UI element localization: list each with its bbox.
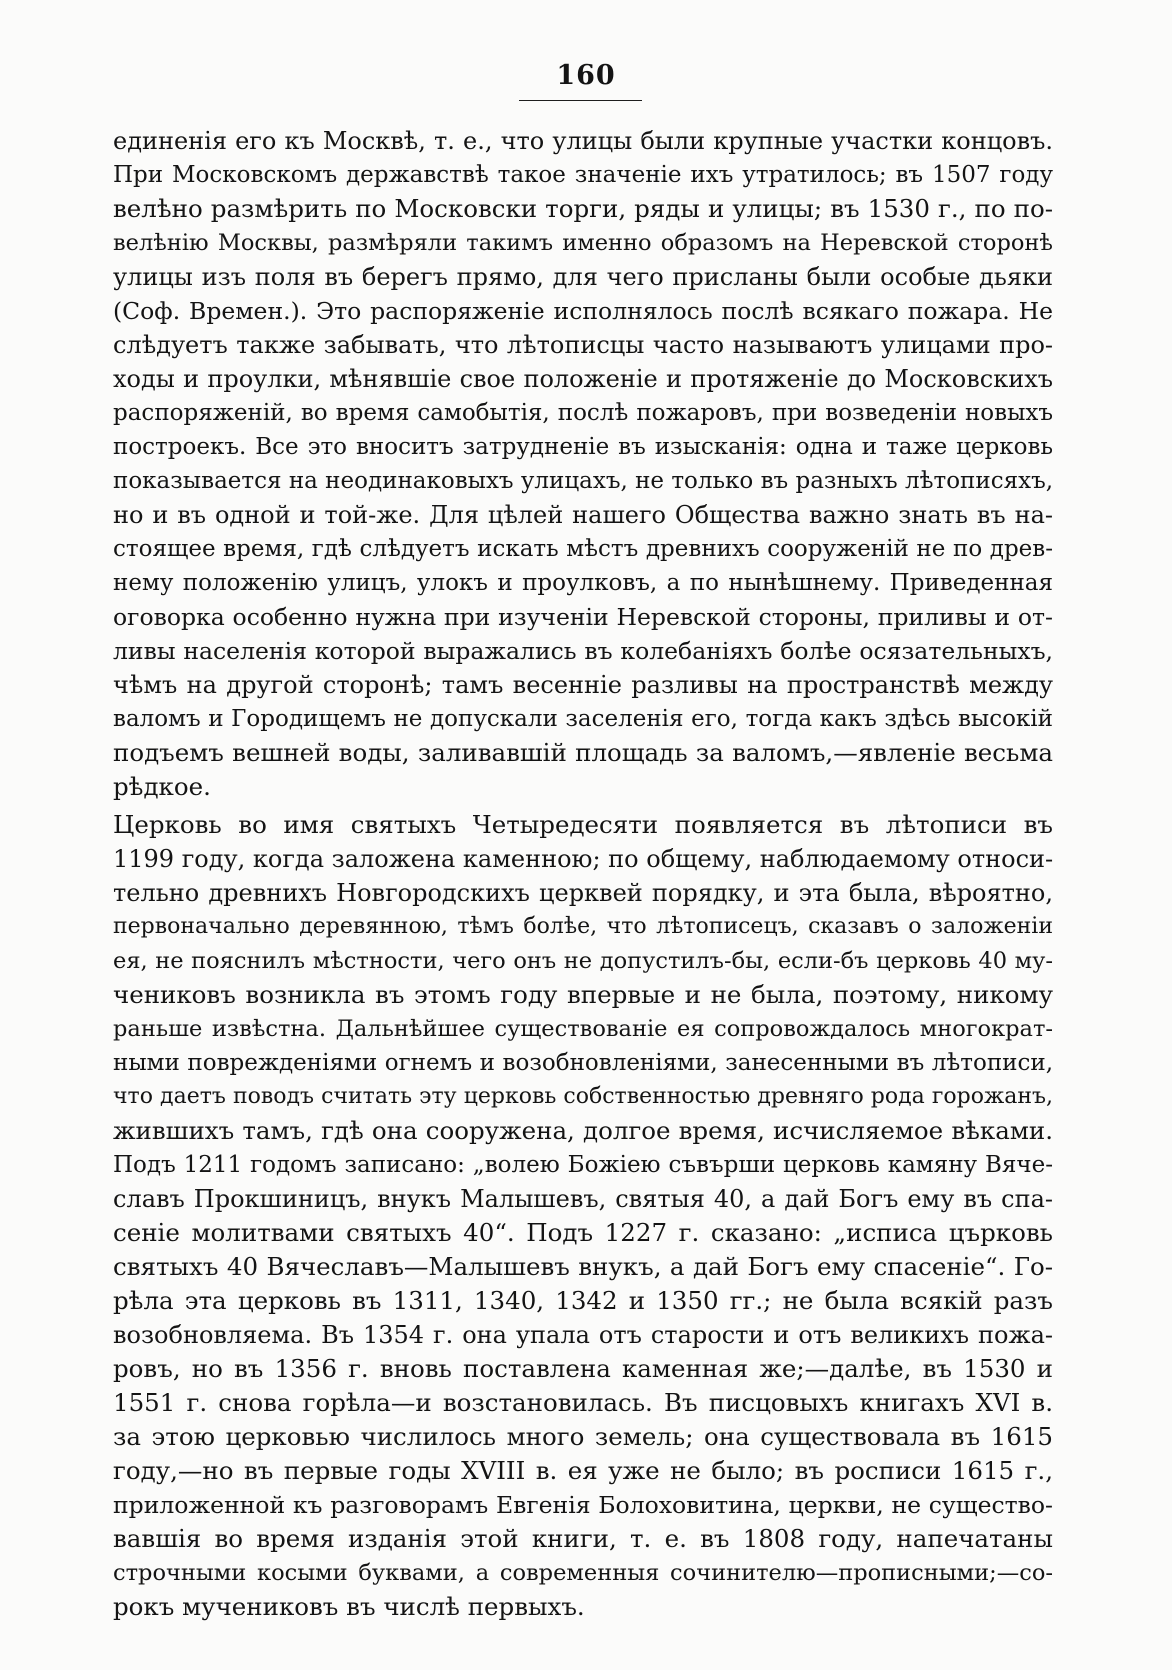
text-line: нему положенію улицъ, улокъ и проулковъ, а по нынѣшнему. Приведенная [113, 570, 1053, 596]
text-line: (Соф. Времен.). Это распоряженіе исполнялось послѣ всякаго пожара. Не [113, 297, 1053, 325]
text-line: чѣмъ на другой сторонѣ; тамъ весенніе разливы на пространствѣ между [113, 671, 1053, 699]
text-line: 1551 г. снова горѣла—и возстановилась. Въ писцовыхъ книгахъ XVI в. [113, 1388, 1053, 1417]
body-text [113, 124, 1053, 1624]
text-line: ровъ, но въ 1356 г. вновь поставлена каменная же;—далѣе, въ 1530 и [113, 1354, 1053, 1383]
text-line: году,—но въ первые годы XVIII в. ея уже не было; въ росписи 1615 г., [113, 1456, 1053, 1485]
text-line: показывается на неодинаковыхъ улицахъ, не только въ разныхъ лѣтописяхъ, [113, 468, 1053, 494]
text-line: улицы изъ поля въ берегъ прямо, для чего присланы были особые дьяки [113, 263, 1053, 291]
text-line: оговорка особенно нужна при изученіи Неревской стороны, приливы и от- [113, 603, 1053, 631]
text-line: славъ Прокшиницъ, внукъ Малышевъ, святыя 40, а дай Богъ ему въ спа- [113, 1185, 1053, 1213]
text-line: ливы населенія которой выражались въ колебаніяхъ болѣе осязательныхъ, [113, 637, 1053, 665]
text-line: При Московскомъ державствѣ такое значеніе ихъ утратилось; въ 1507 году [113, 162, 1053, 188]
text-line: сеніе молитвами святыхъ 40“. Подъ 1227 г. сказано: „исписа църковь [113, 1218, 1053, 1247]
header-rule [519, 100, 642, 101]
text-line: рѣла эта церковь въ 1311, 1340, 1342 и 1350 гг.; не была всякій разъ [113, 1286, 1053, 1315]
text-line: слѣдуетъ также забывать, что лѣтописцы часто называютъ улицами про- [113, 331, 1053, 359]
text-line: жившихъ тамъ, гдѣ она сооружена, долгое время, исчисляемое вѣками. [113, 1116, 1053, 1145]
text-line: что даетъ поводъ считать эту церковь собственностью древняго рода горожанъ, [113, 1084, 1053, 1109]
text-line: раньше извѣстна. Дальнѣйшее существованіе ея сопровождалось многократ- [113, 1016, 1053, 1042]
text-line: за этою церковью числилось много земель; она существовала въ 1615 [113, 1422, 1053, 1451]
text-line: первоначально деревянною, тѣмъ болѣе, что лѣтописецъ, сказавъ о заложеніи [113, 914, 1053, 939]
text-line: стоящее время, гдѣ слѣдуетъ искать мѣстъ древнихъ сооруженій не по древ- [113, 536, 1053, 562]
text-line: святыхъ 40 Вячеславъ—Малышевъ внукъ, а дай Богъ ему спасеніе“. Го- [113, 1252, 1053, 1281]
text-line: тельно древнихъ Новгородскихъ церквей порядку, и эта была, вѣроятно, [113, 879, 1053, 907]
text-line: возобновляема. Въ 1354 г. она упала отъ старости и отъ великихъ пожа- [113, 1321, 1053, 1349]
text-line: подъемъ вешней воды, заливавшій площадь за валомъ,—явленіе весьма [113, 738, 1053, 767]
text-line: ея, не пояснилъ мѣстности, чего онъ не допустилъ-бы, если-бъ церковь 40 му- [113, 948, 1053, 974]
text-line: построекъ. Все это вноситъ затрудненіе въ изысканія: одна и таже церковь [113, 434, 1053, 460]
text-line: но и въ одной и той-же. Для цѣлей нашего Общества важно знать въ на- [113, 501, 1053, 529]
text-line: вавшія во время изданія этой книги, т. е. въ 1808 году, напечатаны [113, 1524, 1053, 1553]
text-line: Церковь во имя святыхъ Четыредесяти появляется въ лѣтописи въ [113, 810, 1053, 839]
text-line: Подъ 1211 годомъ записано: „волею Божіею съвърши церковь камяну Вяче- [113, 1152, 1053, 1178]
text-line: распоряженій, во время самобытія, послѣ пожаровъ, при возведеніи новыхъ [113, 400, 1053, 426]
text-line: валомъ и Городищемъ не допускали заселенія его, тогда какъ здѣсь высокій [113, 706, 1053, 732]
text-line: чениковъ возникла въ этомъ году впервые и не была, поэтому, никому [113, 980, 1053, 1009]
text-line: рокъ мучениковъ въ числѣ первыхъ. [113, 1592, 585, 1621]
text-line: ходы и проулки, мѣнявшіе свое положеніе и протяженіе до Московскихъ [113, 365, 1053, 393]
text-line: строчными косыми буквами, а современныя сочинителю—прописными;—со- [113, 1560, 1053, 1586]
text-line: велѣно размѣрить по Московски торги, ряды и улицы; въ 1530 г., по по- [113, 194, 1053, 223]
text-line: велѣнію Москвы, размѣряли такимъ именно образомъ на Неревской сторонѣ [113, 230, 1053, 256]
page-number: 160 [556, 60, 616, 91]
text-line: рѣдкое. [113, 772, 211, 801]
text-line: 1199 году, когда заложена каменною; по общему, наблюдаемому относи- [113, 845, 1053, 873]
text-line: ными поврежденіями огнемъ и возобновленіями, занесенными въ лѣтописи, [113, 1050, 1053, 1076]
text-line: приложенной къ разговорамъ Евгенія Болоховитина, церкви, не существо- [113, 1491, 1053, 1519]
text-line: единенія его къ Москвѣ, т. е., что улицы были крупные участки концовъ. [113, 127, 1053, 155]
